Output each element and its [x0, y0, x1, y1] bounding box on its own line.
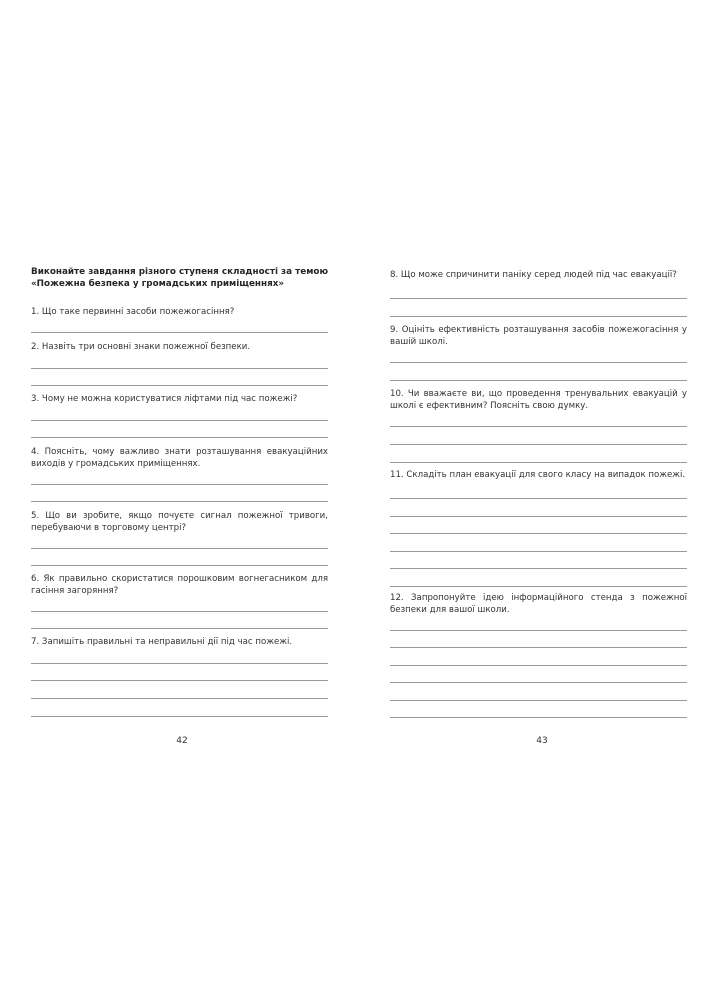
answer-line[interactable] — [390, 551, 687, 552]
question-5: 5. Що ви зробите, якщо почуєте сигнал пожежної тривоги, перебуваючи в торговому центрі? — [31, 511, 328, 533]
question-4: 4. Поясніть, чому важливо знати розташування евакуаційних виходів у громадських приміщеннях. — [31, 447, 328, 469]
answer-line[interactable] — [31, 565, 328, 566]
answer-line[interactable] — [31, 484, 328, 485]
answer-line[interactable] — [31, 680, 328, 681]
answer-line[interactable] — [390, 380, 687, 381]
question-7: 7. Запишіть правильні та неправильні дії під час пожежі. — [31, 637, 293, 647]
answer-line[interactable] — [31, 437, 328, 438]
question-10: 10. Чи вважаєте ви, що проведення тренувальних евакуацій у школі є ефективним? Поясніть свою думку. — [390, 389, 687, 411]
answer-line[interactable] — [390, 316, 687, 317]
answer-line[interactable] — [390, 568, 687, 569]
answer-line[interactable] — [31, 501, 328, 502]
answer-line[interactable] — [390, 444, 687, 445]
answer-line[interactable] — [31, 716, 328, 717]
answer-line[interactable] — [390, 700, 687, 701]
answer-line[interactable] — [390, 533, 687, 534]
answer-line[interactable] — [31, 385, 328, 386]
answer-line[interactable] — [390, 682, 687, 683]
answer-line[interactable] — [31, 698, 328, 699]
answer-line[interactable] — [31, 332, 328, 333]
question-11: 11. Складіть план евакуації для свого класу на випадок пожежі. — [390, 470, 686, 480]
answer-line[interactable] — [390, 298, 687, 299]
question-6: 6. Як правильно скористатися порошковим вогнегасником для гасіння загоряння? — [31, 574, 328, 596]
answer-line[interactable] — [390, 462, 687, 463]
answer-line[interactable] — [31, 368, 328, 369]
page-number-left: 42 — [176, 736, 188, 746]
page-number-right: 43 — [536, 736, 548, 746]
question-9: 9. Оцініть ефективність розташування засобів пожежогасіння у вашій школі. — [390, 325, 687, 347]
worksheet-heading: Виконайте завдання різного ступеня складності за темою «Пожежна безпека у громадських приміщеннях» — [31, 267, 328, 289]
left-page — [31, 267, 328, 300]
question-2: 2. Назвіть три основні знаки пожежної безпеки. — [31, 342, 251, 352]
question-12: 12. Запропонуйте ідею інформаційного стенда з пожежної безпеки для вашої школи. — [390, 593, 687, 615]
answer-line[interactable] — [390, 717, 687, 718]
answer-line[interactable] — [390, 630, 687, 631]
answer-line[interactable] — [390, 516, 687, 517]
answer-line[interactable] — [31, 628, 328, 629]
question-1: 1. Що таке первинні засоби пожежогасіння? — [31, 307, 235, 317]
answer-line[interactable] — [31, 663, 328, 664]
answer-line[interactable] — [31, 548, 328, 549]
answer-line[interactable] — [31, 420, 328, 421]
answer-line[interactable] — [390, 586, 687, 587]
answer-line[interactable] — [390, 665, 687, 666]
question-8: 8. Що може спричинити паніку серед людей під час евакуації? — [390, 270, 677, 280]
answer-line[interactable] — [390, 426, 687, 427]
answer-line[interactable] — [390, 647, 687, 648]
answer-line[interactable] — [390, 498, 687, 499]
answer-line[interactable] — [390, 362, 687, 363]
question-3: 3. Чому не можна користуватися ліфтами під час пожежі? — [31, 394, 298, 404]
answer-line[interactable] — [31, 611, 328, 612]
